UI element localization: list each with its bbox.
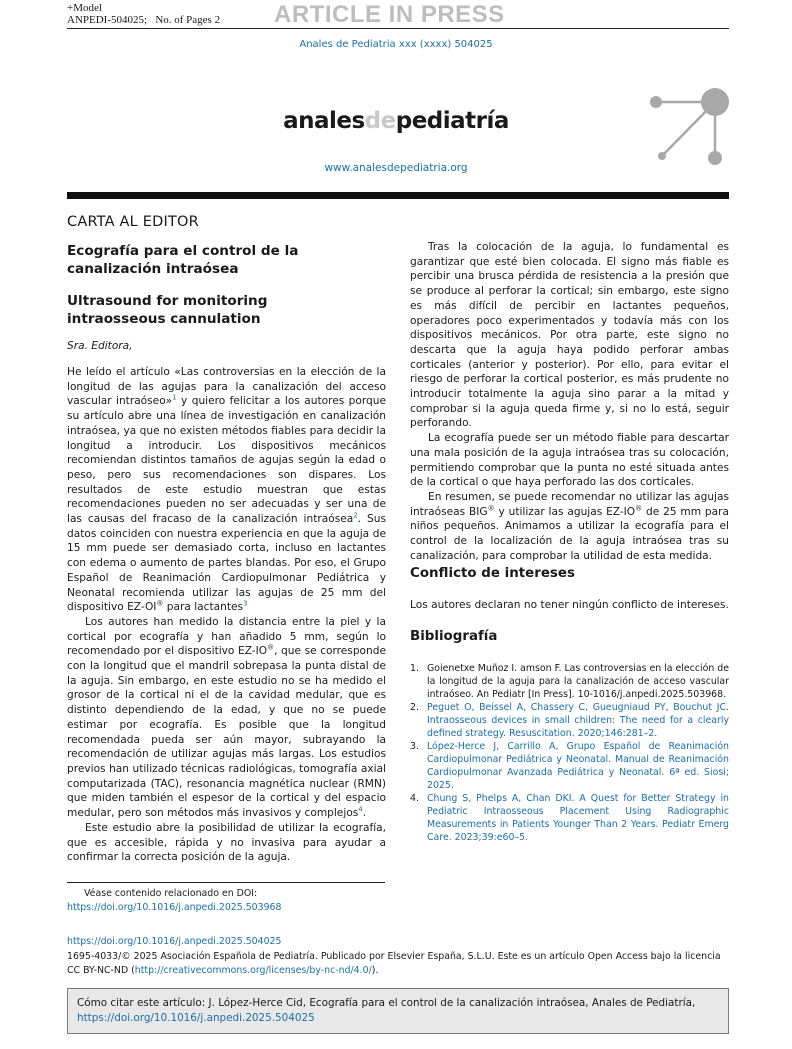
conflicts-text: Los autores declaran no tener ningún conflicto de intereses. xyxy=(410,599,729,611)
reference-item[interactable] xyxy=(410,701,729,740)
left-column-body xyxy=(67,365,386,865)
registered-mark: ® xyxy=(156,599,164,608)
reference-item[interactable] xyxy=(410,792,729,844)
paragraph-4: Tras la colocación de la aguja, lo fundamental es garantizar que esté bien colocada. El signo más fiable es percibir una brusca pérdida de resistencia a la presión que se produce al perforar la cortical; sin embargo, este signo es más difícil de percibir en lactantes pequeños, operadores poco experimentados y todavía más con los dispositivos mecánicos. Por otra parte, este signo no descarta que la aguja haya podido perforar ambas corticales (anterior y posterior). Por ello, para evitar el riesgo de perforar la cortical posterior, es más prudente no introducir totalmente la aguja sino parar a la mitad y comprobar si la aguja queda firme y, si no lo está, seguir perforando. xyxy=(410,241,729,430)
p2-text-c: . xyxy=(362,807,367,820)
reference-number: 4. xyxy=(410,793,419,804)
registered-mark: ® xyxy=(487,504,495,513)
bibliography-heading: Bibliografía xyxy=(410,629,498,644)
header-thick-rule xyxy=(67,192,729,199)
p2-text-b: , que se corresponde con la longitud que el mandril sobrepasa la punta distal de la aguja. Sin embargo, en este estudio no se ha medido el grosor de la cortical ni el de la cavidad medular, que es distinto dependiendo de la edad, y que no se puede estimar por ecografía. Es posible que la longitud recomendada pueda ser aún mayor, subrayando la recomendación de utilizar agujas más largas. Los estudios previos han utilizado técnicas radiológicas, tomografía axial computarizada (TAC), resonancia magnética nuclear (RMN) que miden también el espesor de la cortical y del espacio medular, pero son métodos más invasivos y complejos xyxy=(67,645,386,820)
copyright-text: 1695-4033/© 2025 Asociación Española de Pediatría. Publicado por Elsevier España, S.L.U. Este es un artículo Open Access bajo la licencia CC BY-NC-ND ( xyxy=(67,951,721,976)
paragraph-3: Este estudio abre la posibilidad de utilizar la ecografía, que es accesible, rápida y no invasiva para ayudar a confirmar la correcta posición de la aguja. xyxy=(67,821,386,864)
paragraph-5: La ecografía puede ser un método fiable para descartar una mala posición de la aguja intraósea tras su colocación, permitiendo comprobar que la punta no esté situada antes de la cortical o que haya perforado las dos corticales. xyxy=(410,432,729,489)
p6-text-b: y utilizar las agujas EZ-IO xyxy=(494,505,636,518)
reference-link[interactable]: Chung S, Phelps A, Chan DKI. A Quest for Better Strategy in Pediatric Intraosseous Placement Using Radiographic Measurements in Patients Younger Than 2 Years. Pediatr Emerg Care. 2023;39:e60–5. xyxy=(427,793,729,843)
copyright-text-end: ). xyxy=(371,964,379,976)
ref-link-1[interactable]: 1 xyxy=(172,393,177,402)
paragraph-6 xyxy=(410,490,729,564)
p1-text-d: para lactantes xyxy=(163,601,244,614)
right-column-body xyxy=(410,240,729,563)
ref-link-4[interactable]: 4 xyxy=(358,805,363,814)
related-content-label: Véase contenido relacionado en DOI: xyxy=(84,888,258,899)
reference-link[interactable]: López-Herce J, Carrillo A, Grupo Español de Reanimación Cardiopulmonar Pediátrica y Neonatal. Manual de Reanimación Cardiopulmonar Avanzada Pediátrica y Neonatal. 6ª ed. Siosi; 2025. xyxy=(427,741,729,791)
reference-item xyxy=(410,662,729,701)
p2-text: Los autores han medido la distancia entre la piel y la cortical por ecografía y han añadido 5 mm, según lo recomendado por el dispositivo EZ-IO xyxy=(67,615,386,658)
section-label: CARTA AL EDITOR xyxy=(67,214,199,230)
reference-list xyxy=(410,662,729,844)
article-title-en: Ultrasound for monitoring intraosseous cannulation xyxy=(67,293,268,327)
reference-number: 3. xyxy=(410,741,419,752)
page-count: No. of Pages 2 xyxy=(155,14,221,26)
paragraph-2 xyxy=(67,615,386,821)
p6-text-c: de 25 mm para niños pequeños. Animamos a utilizar la ecografía para el control de la localización de la aguja intraósea tras su canalización, para comprobar la utilidad de esta medida. xyxy=(410,505,729,562)
ref-link-2[interactable]: 2 xyxy=(353,511,358,520)
reference-item[interactable] xyxy=(410,740,729,792)
header-divider xyxy=(67,28,729,29)
salutation: Sra. Editora, xyxy=(67,340,133,352)
p6-text: En resumen, se puede recomendar no utilizar las agujas intraóseas BIG xyxy=(410,490,729,518)
journal-reference-link[interactable]: Anales de Pediatria xxx (xxxx) 504025 xyxy=(299,39,493,50)
paragraph-1 xyxy=(67,365,386,615)
article-doi-link[interactable]: https://doi.org/10.1016/j.anpedi.2025.504025 xyxy=(67,936,282,947)
license-link[interactable]: http://creativecommons.org/licenses/by-nc-nd/4.0/ xyxy=(134,964,372,976)
citation-text xyxy=(77,996,727,1026)
related-doi-link[interactable]: https://doi.org/10.1016/j.anpedi.2025.503968 xyxy=(67,902,282,913)
p1-text-b: y quiero felicitar a los autores porque su artículo abre una línea de investigación en canalización intraósea, ya que no existen métodos fiables para decidir la longitud a introducir. Los dispositivos mecánicos recomiendan distintos tamaños de agujas según la edad o peso, pero sus recomendaciones son dispares. Los resultados de este estudio muestran que estas recomendaciones pueden no ser adecuadas y ser una de las causas del fracaso de la canalización intraósea xyxy=(67,395,386,526)
reference-number: 2. xyxy=(410,702,419,713)
journal-website-link[interactable]: www.analesdepediatria.org xyxy=(324,162,468,174)
reference-link[interactable]: Peguet O, Beissel A, Chassery C, Gueugniaud PY, Bouchut JC. Intraosseous devices in small children: The need for a clearly defined strategy. Resuscitation. 2020;146:281–2. xyxy=(427,702,729,739)
registered-mark: ® xyxy=(635,504,643,513)
logo-text-anales: anales xyxy=(283,108,365,134)
reference-number: 1. xyxy=(410,663,419,674)
ref-link-3[interactable]: 3 xyxy=(243,599,248,608)
model-label: +Model xyxy=(67,2,102,14)
citation-label: Cómo citar este artículo: J. López-Herce Cid, Ecografía para el control de la canalización intraósea, Anales de Pediatría, xyxy=(77,997,696,1009)
footnote-divider xyxy=(67,882,385,883)
reference-text: Goienetxe Muñoz I. amson F. Las controversias en la elección de la longitud de la aguja para la canalización de acceso vascular intraóseo. An Pediatr [In Press]. 10-1016/j.anpedi.2025.503968. xyxy=(427,663,729,700)
logo-text-pediatria: pediatría xyxy=(395,108,509,134)
copyright-notice xyxy=(67,950,731,977)
citation-doi-link[interactable]: https://doi.org/10.1016/j.anpedi.2025.504025 xyxy=(77,1012,315,1024)
p1-text-c: . Sus datos coinciden con nuestra experiencia en que la aguja de 15 mm puede ser demasiado corta, incluso en lactantes con edema o aumento de partes blandas. Por eso, el Grupo Español de Reanimación Cardiopulmonar Pediátrica y Neonatal recomienda utilizar las agujas de 25 mm del dispositivo EZ-OI xyxy=(67,513,386,614)
article-id xyxy=(67,14,220,26)
p1-text: He leído el artículo «Las controversias en la elección de la longitud de las agujas para la canalización del acceso vascular intraóseo» xyxy=(67,366,386,408)
article-in-press-banner: ARTICLE IN PRESS xyxy=(274,1,505,28)
logo-text-de: de xyxy=(364,108,396,134)
article-title-es: Ecografía para el control de la canalización intraósea xyxy=(67,243,299,277)
article-id-value: ANPEDI-504025; xyxy=(67,14,148,26)
registered-mark: ® xyxy=(267,643,275,652)
conflicts-heading: Conflicto de intereses xyxy=(410,566,575,581)
